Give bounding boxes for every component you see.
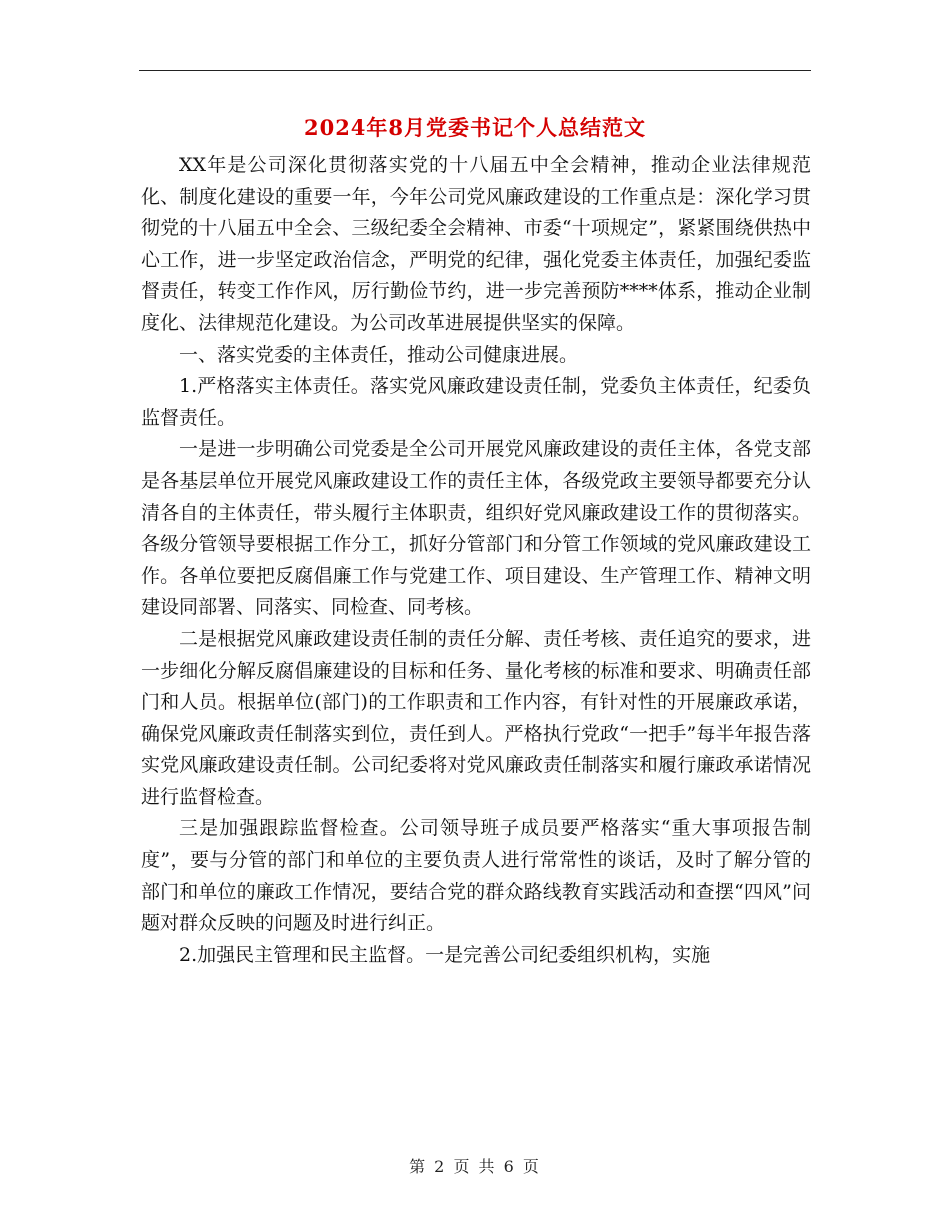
paragraph: 2.加强民主管理和民主监督。一是完善公司纪委组织机构，实施	[179, 943, 711, 966]
paragraph: 1.严格落实主体责任。落实党风廉政建设责任制，党委负主体责任，纪委负监督责任。	[141, 375, 811, 429]
header-rule	[139, 70, 811, 71]
paragraph: 二是根据党风廉政建设责任制的责任分解、责任考核、责任追究的要求，进一步细化分解反腐倡廉建设的目标和任务、量化考核的标准和要求、明确责任部门和人员。根据单位(部门)的工作职责和工作内容，有针对性的开展廉政承诺，确保党风廉政责任制落实到位，责任到人。严格执行党政“一把手”每半年报告落实党风廉政建设责任制。公司纪委将对党风廉政责任制落实和履行廉政承诺情况进行监督检查。	[141, 627, 811, 808]
document-title: 2024年8月党委书记个人总结范文	[303, 115, 647, 140]
paragraph: 三是加强跟踪监督检查。公司领导班子成员要严格落实“重大事项报告制度”，要与分管的部门和单位的主要负责人进行常常性的谈话，及时了解分管的部门和单位的廉政工作情况，要结合党的群众路线教育实践活动和查摆“四风”问题对群众反映的问题及时进行纠正。	[141, 817, 811, 935]
paragraph: XX年是公司深化贯彻落实党的十八届五中全会精神，推动企业法律规范化、制度化建设的重要一年，今年公司党风廉政建设的工作重点是：深化学习贯彻党的十八届五中全会、三级纪委全会精神、市委“十项规定”，紧紧围绕供热中心工作，进一步坚定政治信念，严明党的纪律，强化党委主体责任，加强纪委监督责任，转变工作作风，厉行勤俭节约，进一步完善预防****体系，推动企业制度化、法律规范化建设。为公司改革进展提供坚实的保障。	[141, 154, 811, 334]
section-heading: 一、落实党委的主体责任，推动公司健康进展。	[179, 343, 579, 366]
paragraph: 一是进一步明确公司党委是全公司开展党风廉政建设的责任主体，各党支部是各基层单位开展党风廉政建设工作的责任主体，各级党政主要领导都要充分认清各自的主体责任，带头履行主体职责，组织好党风廉政建设工作的贯彻落实。各级分管领导要根据工作分工，抓好分管部门和分管工作领域的党风廉政建设工作。各单位要把反腐倡廉工作与党建工作、项目建设、生产管理工作、精神文明建设同部署、同落实、同检查、同考核。	[141, 438, 811, 619]
page-number: 第 2 页 共 6 页	[409, 1157, 541, 1176]
document-body	[141, 150, 811, 971]
